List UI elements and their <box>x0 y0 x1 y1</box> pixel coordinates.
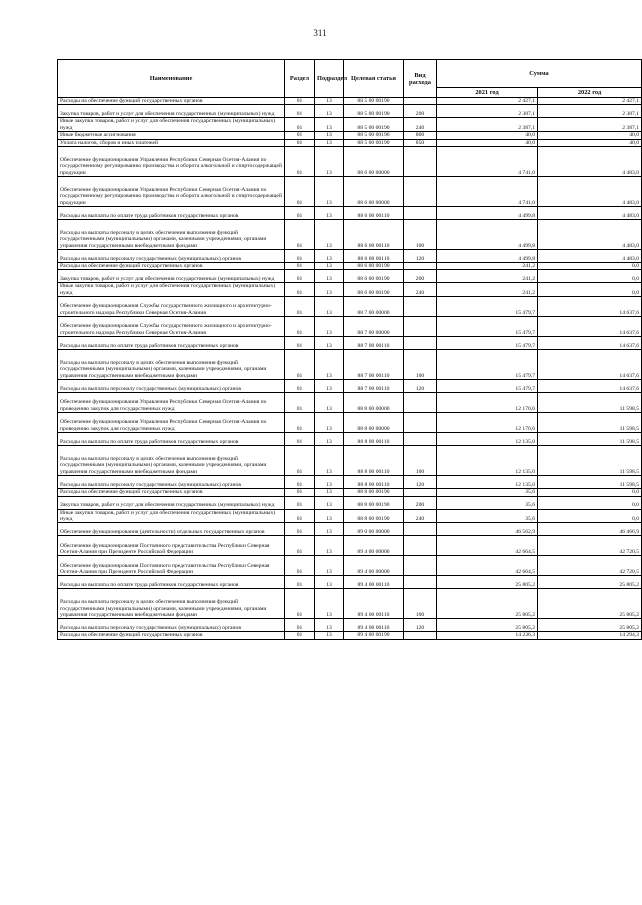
cell-sec: 01 <box>285 98 315 105</box>
table-body <box>58 98 642 640</box>
cell-kind <box>404 393 437 413</box>
cell-target: 88 6 00 00110 <box>344 250 404 263</box>
cell-sec: 01 <box>285 433 315 446</box>
cell-sub: 13 <box>315 250 344 263</box>
cell-kind: 120 <box>404 476 437 489</box>
cell-sec: 01 <box>285 576 315 589</box>
cell-target: 88 8 00 00110 <box>344 446 404 476</box>
cell-kind: 200 <box>404 270 437 283</box>
cell-sub: 13 <box>315 207 344 220</box>
cell-sub: 13 <box>315 337 344 350</box>
cell-name: Расходы на выплаты персоналу государственных (муниципальных) органов <box>58 250 285 263</box>
cell-name: Иные бюджетные ассигнования <box>58 132 285 139</box>
cell-kind: 100 <box>404 220 437 250</box>
cell-sec: 01 <box>285 337 315 350</box>
cell-name: Расходы на выплаты по оплате труда работников государственных органов <box>58 207 285 220</box>
cell-sub: 13 <box>315 147 344 177</box>
cell-y1: 15 479,7 <box>437 337 538 350</box>
cell-y1: 241,2 <box>437 263 538 270</box>
table-row <box>58 177 642 207</box>
table-row <box>58 317 642 337</box>
cell-y2: 4 483,0 <box>538 147 642 177</box>
cell-target: 88 6 00 00110 <box>344 220 404 250</box>
cell-y1: 2 387,1 <box>437 105 538 118</box>
cell-sub: 13 <box>315 509 344 523</box>
table-row <box>58 105 642 118</box>
cell-y1: 12 170,6 <box>437 413 538 433</box>
cell-y2: 25 805,2 <box>538 619 642 632</box>
cell-kind <box>404 337 437 350</box>
cell-target: 88 8 00 00190 <box>344 509 404 523</box>
cell-sec: 01 <box>285 270 315 283</box>
cell-name: Расходы на выплаты персоналу в целях обеспечения выполнения функций государственными (муниципальными) органами, казенными учреждениями, органами управления государственными внебюджетными фондами <box>58 220 285 250</box>
cell-y1: 15 479,7 <box>437 297 538 317</box>
cell-kind <box>404 632 437 639</box>
cell-sub: 13 <box>315 476 344 489</box>
cell-name: Обеспечение функционирования Управления Республики Северная Осетия-Алания по проведению закупок для государственных нужд <box>58 413 285 433</box>
cell-sec: 01 <box>285 147 315 177</box>
cell-y2: 14 294,3 <box>538 632 642 639</box>
header-subsection: Подраздел <box>315 60 344 98</box>
cell-y1: 14 236,3 <box>437 632 538 639</box>
cell-name: Расходы на выплаты персоналу государственных (муниципальных) органов <box>58 619 285 632</box>
cell-y2: 2 387,1 <box>538 105 642 118</box>
cell-target: 88 5 00 00190 <box>344 132 404 139</box>
cell-kind: 240 <box>404 509 437 523</box>
cell-sub: 13 <box>315 105 344 118</box>
table-row <box>58 297 642 317</box>
cell-sec: 01 <box>285 350 315 380</box>
cell-y2: 11 598,5 <box>538 413 642 433</box>
cell-name: Уплата налогов, сборов и иных платежей <box>58 139 285 146</box>
cell-sub: 13 <box>315 619 344 632</box>
cell-sub: 13 <box>315 98 344 105</box>
cell-y1: 12 170,6 <box>437 393 538 413</box>
cell-kind: 120 <box>404 250 437 263</box>
cell-target: 88 7 00 00000 <box>344 317 404 337</box>
cell-y2: 25 805,2 <box>538 589 642 619</box>
cell-y1: 4 741,0 <box>437 147 538 177</box>
cell-name: Расходы на выплаты по оплате труда работников государственных органов <box>58 433 285 446</box>
cell-kind <box>404 413 437 433</box>
table-row <box>58 476 642 489</box>
cell-target: 89 0 00 00000 <box>344 523 404 536</box>
cell-sub: 13 <box>315 380 344 393</box>
cell-sub: 13 <box>315 350 344 380</box>
cell-name: Обеспечение функционирования (деятельности) отдельных государственных органов <box>58 523 285 536</box>
cell-sub: 13 <box>315 317 344 337</box>
cell-sec: 01 <box>285 413 315 433</box>
cell-y2: 11 598,5 <box>538 446 642 476</box>
cell-y2: 0,0 <box>538 283 642 297</box>
cell-sec: 01 <box>285 380 315 393</box>
cell-sec: 01 <box>285 207 315 220</box>
table-row <box>58 139 642 146</box>
cell-name: Расходы на выплаты персоналу государственных (муниципальных) органов <box>58 476 285 489</box>
cell-y1: 25 805,2 <box>437 619 538 632</box>
cell-sub: 13 <box>315 297 344 317</box>
table-row <box>58 270 642 283</box>
cell-target: 88 8 00 00110 <box>344 476 404 489</box>
cell-name: Обеспечение функционирования Управления Республики Северная Осетия-Алания по государственному регулированию производства и оборота алкогольной и спиртосодержащей продукции <box>58 147 285 177</box>
cell-y1: 12 135,0 <box>437 433 538 446</box>
cell-sec: 01 <box>285 105 315 118</box>
cell-target: 88 8 00 00190 <box>344 489 404 496</box>
cell-y2: 40,0 <box>538 132 642 139</box>
cell-y1: 35,6 <box>437 509 538 523</box>
cell-y1: 25 805,2 <box>437 576 538 589</box>
cell-y1: 241,2 <box>437 283 538 297</box>
cell-kind <box>404 433 437 446</box>
cell-name: Иные закупки товаров, работ и услуг для обеспечения государственных (муниципальных) нужд <box>58 509 285 523</box>
cell-sec: 01 <box>285 118 315 132</box>
cell-y1: 15 479,7 <box>437 350 538 380</box>
budget-table <box>57 59 642 640</box>
cell-kind <box>404 177 437 207</box>
cell-y2: 2 387,1 <box>538 118 642 132</box>
cell-y1: 2 427,1 <box>437 98 538 105</box>
table-row <box>58 632 642 639</box>
header-sum: Сумма <box>437 60 642 88</box>
cell-sub: 13 <box>315 283 344 297</box>
cell-y1: 4 499,8 <box>437 250 538 263</box>
cell-name: Иные закупки товаров, работ и услуг для обеспечения государственных (муниципальных) нужд <box>58 283 285 297</box>
cell-y1: 40,0 <box>437 139 538 146</box>
cell-name: Расходы на обеспечение функций государственных органов <box>58 489 285 496</box>
cell-y2: 0,0 <box>538 489 642 496</box>
cell-kind <box>404 489 437 496</box>
header-name: Наименование <box>58 60 285 98</box>
cell-sec: 01 <box>285 220 315 250</box>
cell-target: 88 6 00 00190 <box>344 263 404 270</box>
cell-kind <box>404 207 437 220</box>
cell-sub: 13 <box>315 496 344 509</box>
cell-y2: 4 483,0 <box>538 220 642 250</box>
cell-kind: 240 <box>404 118 437 132</box>
cell-sec: 01 <box>285 556 315 576</box>
cell-y2: 14 637,6 <box>538 350 642 380</box>
table-row <box>58 220 642 250</box>
cell-target: 89 4 00 00000 <box>344 536 404 556</box>
cell-y1: 25 805,2 <box>437 589 538 619</box>
table-row <box>58 98 642 105</box>
cell-name: Расходы на обеспечение функций государственных органов <box>58 263 285 270</box>
table-row <box>58 147 642 177</box>
cell-sec: 01 <box>285 139 315 146</box>
cell-y2: 40,0 <box>538 139 642 146</box>
cell-sub: 13 <box>315 132 344 139</box>
table-row <box>58 118 642 132</box>
table-row <box>58 523 642 536</box>
cell-sec: 01 <box>285 619 315 632</box>
cell-y2: 46 466,9 <box>538 523 642 536</box>
cell-name: Расходы на выплаты персоналу государственных (муниципальных) органов <box>58 380 285 393</box>
cell-kind: 100 <box>404 446 437 476</box>
cell-target: 88 5 00 00190 <box>344 118 404 132</box>
cell-y2: 11 598,5 <box>538 393 642 413</box>
cell-target: 89 4 00 00110 <box>344 576 404 589</box>
cell-sub: 13 <box>315 576 344 589</box>
cell-kind <box>404 147 437 177</box>
table-row <box>58 350 642 380</box>
table-row <box>58 496 642 509</box>
cell-y2: 42 720,5 <box>538 556 642 576</box>
cell-name: Обеспечение функционирования Постоянного представительства Республики Северная Осетия-Алания при Президенте Российской Федерации <box>58 536 285 556</box>
cell-sub: 13 <box>315 220 344 250</box>
cell-y2: 25 805,2 <box>538 576 642 589</box>
cell-target: 88 6 00 00110 <box>344 207 404 220</box>
table-row <box>58 413 642 433</box>
table-row <box>58 337 642 350</box>
cell-kind: 240 <box>404 283 437 297</box>
cell-kind: 100 <box>404 350 437 380</box>
cell-sec: 01 <box>285 632 315 639</box>
cell-sec: 01 <box>285 317 315 337</box>
cell-target: 88 6 00 00000 <box>344 147 404 177</box>
cell-name: Закупка товаров, работ и услуг для обеспечения государственных (муниципальных) нужд <box>58 105 285 118</box>
cell-name: Обеспечение функционирования Постоянного представительства Республики Северная Осетия-Алания при Президенте Российской Федерации <box>58 556 285 576</box>
cell-target: 89 4 00 00110 <box>344 619 404 632</box>
cell-y2: 11 598,5 <box>538 433 642 446</box>
cell-y2: 0,0 <box>538 270 642 283</box>
cell-sec: 01 <box>285 496 315 509</box>
cell-target: 88 8 00 00000 <box>344 413 404 433</box>
cell-kind <box>404 523 437 536</box>
page-number: 311 <box>313 28 327 38</box>
table-row <box>58 536 642 556</box>
cell-y2: 0,0 <box>538 263 642 270</box>
cell-sub: 13 <box>315 270 344 283</box>
table-row <box>58 433 642 446</box>
cell-name: Расходы на выплаты персоналу в целях обеспечения выполнения функций государственными (муниципальными) органами, казенными учреждениями, органами управления государственными внебюджетными фондами <box>58 350 285 380</box>
cell-name: Обеспечение функционирования Управления Республики Северная Осетия-Алания по проведению закупок для государственных нужд <box>58 393 285 413</box>
cell-y1: 241,2 <box>437 270 538 283</box>
cell-sub: 13 <box>315 446 344 476</box>
cell-sec: 01 <box>285 283 315 297</box>
table-row <box>58 380 642 393</box>
table-row <box>58 556 642 576</box>
cell-kind <box>404 556 437 576</box>
cell-name: Обеспечение функционирования Службы государственного жилищного и архитектурно-строительного надзора Республики Северная Осетия-Алания <box>58 317 285 337</box>
table-row <box>58 263 642 270</box>
cell-sec: 01 <box>285 489 315 496</box>
cell-target: 88 7 00 00000 <box>344 297 404 317</box>
cell-sec: 01 <box>285 132 315 139</box>
cell-y2: 14 637,6 <box>538 297 642 317</box>
cell-kind <box>404 317 437 337</box>
cell-y2: 14 637,6 <box>538 337 642 350</box>
cell-name: Расходы на выплаты персоналу в целях обеспечения выполнения функций государственными (муниципальными) органами, казенными учреждениями, органами управления государственными внебюджетными фондами <box>58 589 285 619</box>
cell-kind <box>404 297 437 317</box>
cell-target: 88 5 00 00190 <box>344 139 404 146</box>
cell-kind: 120 <box>404 619 437 632</box>
header-target: Целевая статья <box>344 60 404 98</box>
cell-y1: 42 664,5 <box>437 556 538 576</box>
cell-y1: 12 135,0 <box>437 446 538 476</box>
cell-target: 88 8 00 00190 <box>344 496 404 509</box>
cell-name: Расходы на обеспечение функций государственных органов <box>58 98 285 105</box>
cell-name: Закупка товаров, работ и услуг для обеспечения государственных (муниципальных) нужд <box>58 270 285 283</box>
cell-kind: 120 <box>404 380 437 393</box>
cell-sub: 13 <box>315 393 344 413</box>
cell-y1: 4 499,8 <box>437 220 538 250</box>
table-row <box>58 207 642 220</box>
cell-y2: 0,0 <box>538 496 642 509</box>
cell-y2: 42 720,5 <box>538 536 642 556</box>
cell-y2: 14 637,6 <box>538 317 642 337</box>
cell-y2: 2 427,1 <box>538 98 642 105</box>
cell-kind: 800 <box>404 132 437 139</box>
cell-sub: 13 <box>315 556 344 576</box>
table-row <box>58 283 642 297</box>
cell-y2: 0,0 <box>538 509 642 523</box>
cell-sec: 01 <box>285 589 315 619</box>
cell-sec: 01 <box>285 297 315 317</box>
cell-sec: 01 <box>285 250 315 263</box>
cell-kind <box>404 263 437 270</box>
cell-name: Закупка товаров, работ и услуг для обеспечения государственных (муниципальных) нужд <box>58 496 285 509</box>
cell-y2: 4 483,0 <box>538 250 642 263</box>
cell-target: 88 7 00 00110 <box>344 337 404 350</box>
cell-sec: 01 <box>285 476 315 489</box>
cell-sec: 01 <box>285 393 315 413</box>
cell-target: 89 4 00 00110 <box>344 589 404 619</box>
cell-sub: 13 <box>315 413 344 433</box>
header-kind: Вид расхода <box>404 60 437 98</box>
cell-y1: 12 135,0 <box>437 476 538 489</box>
cell-name: Расходы на выплаты по оплате труда работников государственных органов <box>58 337 285 350</box>
cell-kind: 200 <box>404 496 437 509</box>
cell-y1: 46 562,9 <box>437 523 538 536</box>
cell-y1: 4 741,0 <box>437 177 538 207</box>
cell-y1: 15 479,7 <box>437 380 538 393</box>
cell-name: Обеспечение функционирования Службы государственного жилищного и архитектурно-строительного надзора Республики Северная Осетия-Алания <box>58 297 285 317</box>
cell-y2: 4 483,0 <box>538 207 642 220</box>
cell-sec: 01 <box>285 263 315 270</box>
cell-sub: 13 <box>315 536 344 556</box>
cell-target: 88 8 00 00000 <box>344 393 404 413</box>
cell-target: 88 6 00 00000 <box>344 177 404 207</box>
cell-y1: 40,0 <box>437 132 538 139</box>
cell-sub: 13 <box>315 433 344 446</box>
cell-target: 88 5 00 00190 <box>344 98 404 105</box>
cell-sub: 13 <box>315 632 344 639</box>
cell-target: 88 6 00 00190 <box>344 283 404 297</box>
cell-y2: 4 483,0 <box>538 177 642 207</box>
table-row <box>58 489 642 496</box>
cell-kind: 100 <box>404 589 437 619</box>
cell-target: 88 5 00 00190 <box>344 105 404 118</box>
cell-sec: 01 <box>285 177 315 207</box>
cell-sec: 01 <box>285 536 315 556</box>
table-row <box>58 393 642 413</box>
cell-kind <box>404 98 437 105</box>
cell-sub: 13 <box>315 589 344 619</box>
cell-y1: 42 664,5 <box>437 536 538 556</box>
cell-sub: 13 <box>315 118 344 132</box>
cell-y1: 2 387,1 <box>437 118 538 132</box>
cell-target: 88 8 00 00110 <box>344 433 404 446</box>
cell-sub: 13 <box>315 523 344 536</box>
cell-y1: 15 479,7 <box>437 317 538 337</box>
cell-sub: 13 <box>315 489 344 496</box>
cell-kind <box>404 576 437 589</box>
table-row <box>58 589 642 619</box>
cell-sub: 13 <box>315 177 344 207</box>
cell-y1: 35,6 <box>437 489 538 496</box>
cell-y2: 11 598,5 <box>538 476 642 489</box>
cell-sub: 13 <box>315 139 344 146</box>
cell-sec: 01 <box>285 446 315 476</box>
header-year-2022: 2022 год <box>538 88 642 98</box>
table-row <box>58 576 642 589</box>
table-row <box>58 132 642 139</box>
cell-target: 88 6 00 00190 <box>344 270 404 283</box>
cell-kind: 200 <box>404 105 437 118</box>
cell-target: 88 7 00 00110 <box>344 350 404 380</box>
cell-target: 89 4 00 00000 <box>344 556 404 576</box>
cell-y1: 4 499,8 <box>437 207 538 220</box>
header-section: Раздел <box>285 60 315 98</box>
cell-name: Расходы на выплаты персоналу в целях обеспечения выполнения функций государственными (муниципальными) органами, казенными учреждениями, органами управления государственными внебюджетными фондами <box>58 446 285 476</box>
cell-name: Иные закупки товаров, работ и услуг для обеспечения государственных (муниципальных) нужд <box>58 118 285 132</box>
cell-target: 88 7 00 00110 <box>344 380 404 393</box>
header-year-2021: 2021 год <box>437 88 538 98</box>
cell-target: 89 4 00 00190 <box>344 632 404 639</box>
cell-sub: 13 <box>315 263 344 270</box>
cell-y2: 14 637,6 <box>538 380 642 393</box>
cell-sec: 01 <box>285 523 315 536</box>
cell-name: Расходы на выплаты по оплате труда работников государственных органов <box>58 576 285 589</box>
table-row <box>58 619 642 632</box>
table-row <box>58 509 642 523</box>
table-row <box>58 250 642 263</box>
cell-kind: 850 <box>404 139 437 146</box>
cell-sec: 01 <box>285 509 315 523</box>
cell-name: Расходы на обеспечение функций государственных органов <box>58 632 285 639</box>
cell-y1: 35,6 <box>437 496 538 509</box>
cell-kind <box>404 536 437 556</box>
table-row <box>58 446 642 476</box>
cell-name: Обеспечение функционирования Управления Республики Северная Осетия-Алания по государственному регулированию производства и оборота алкогольной и спиртосодержащей продукции <box>58 177 285 207</box>
